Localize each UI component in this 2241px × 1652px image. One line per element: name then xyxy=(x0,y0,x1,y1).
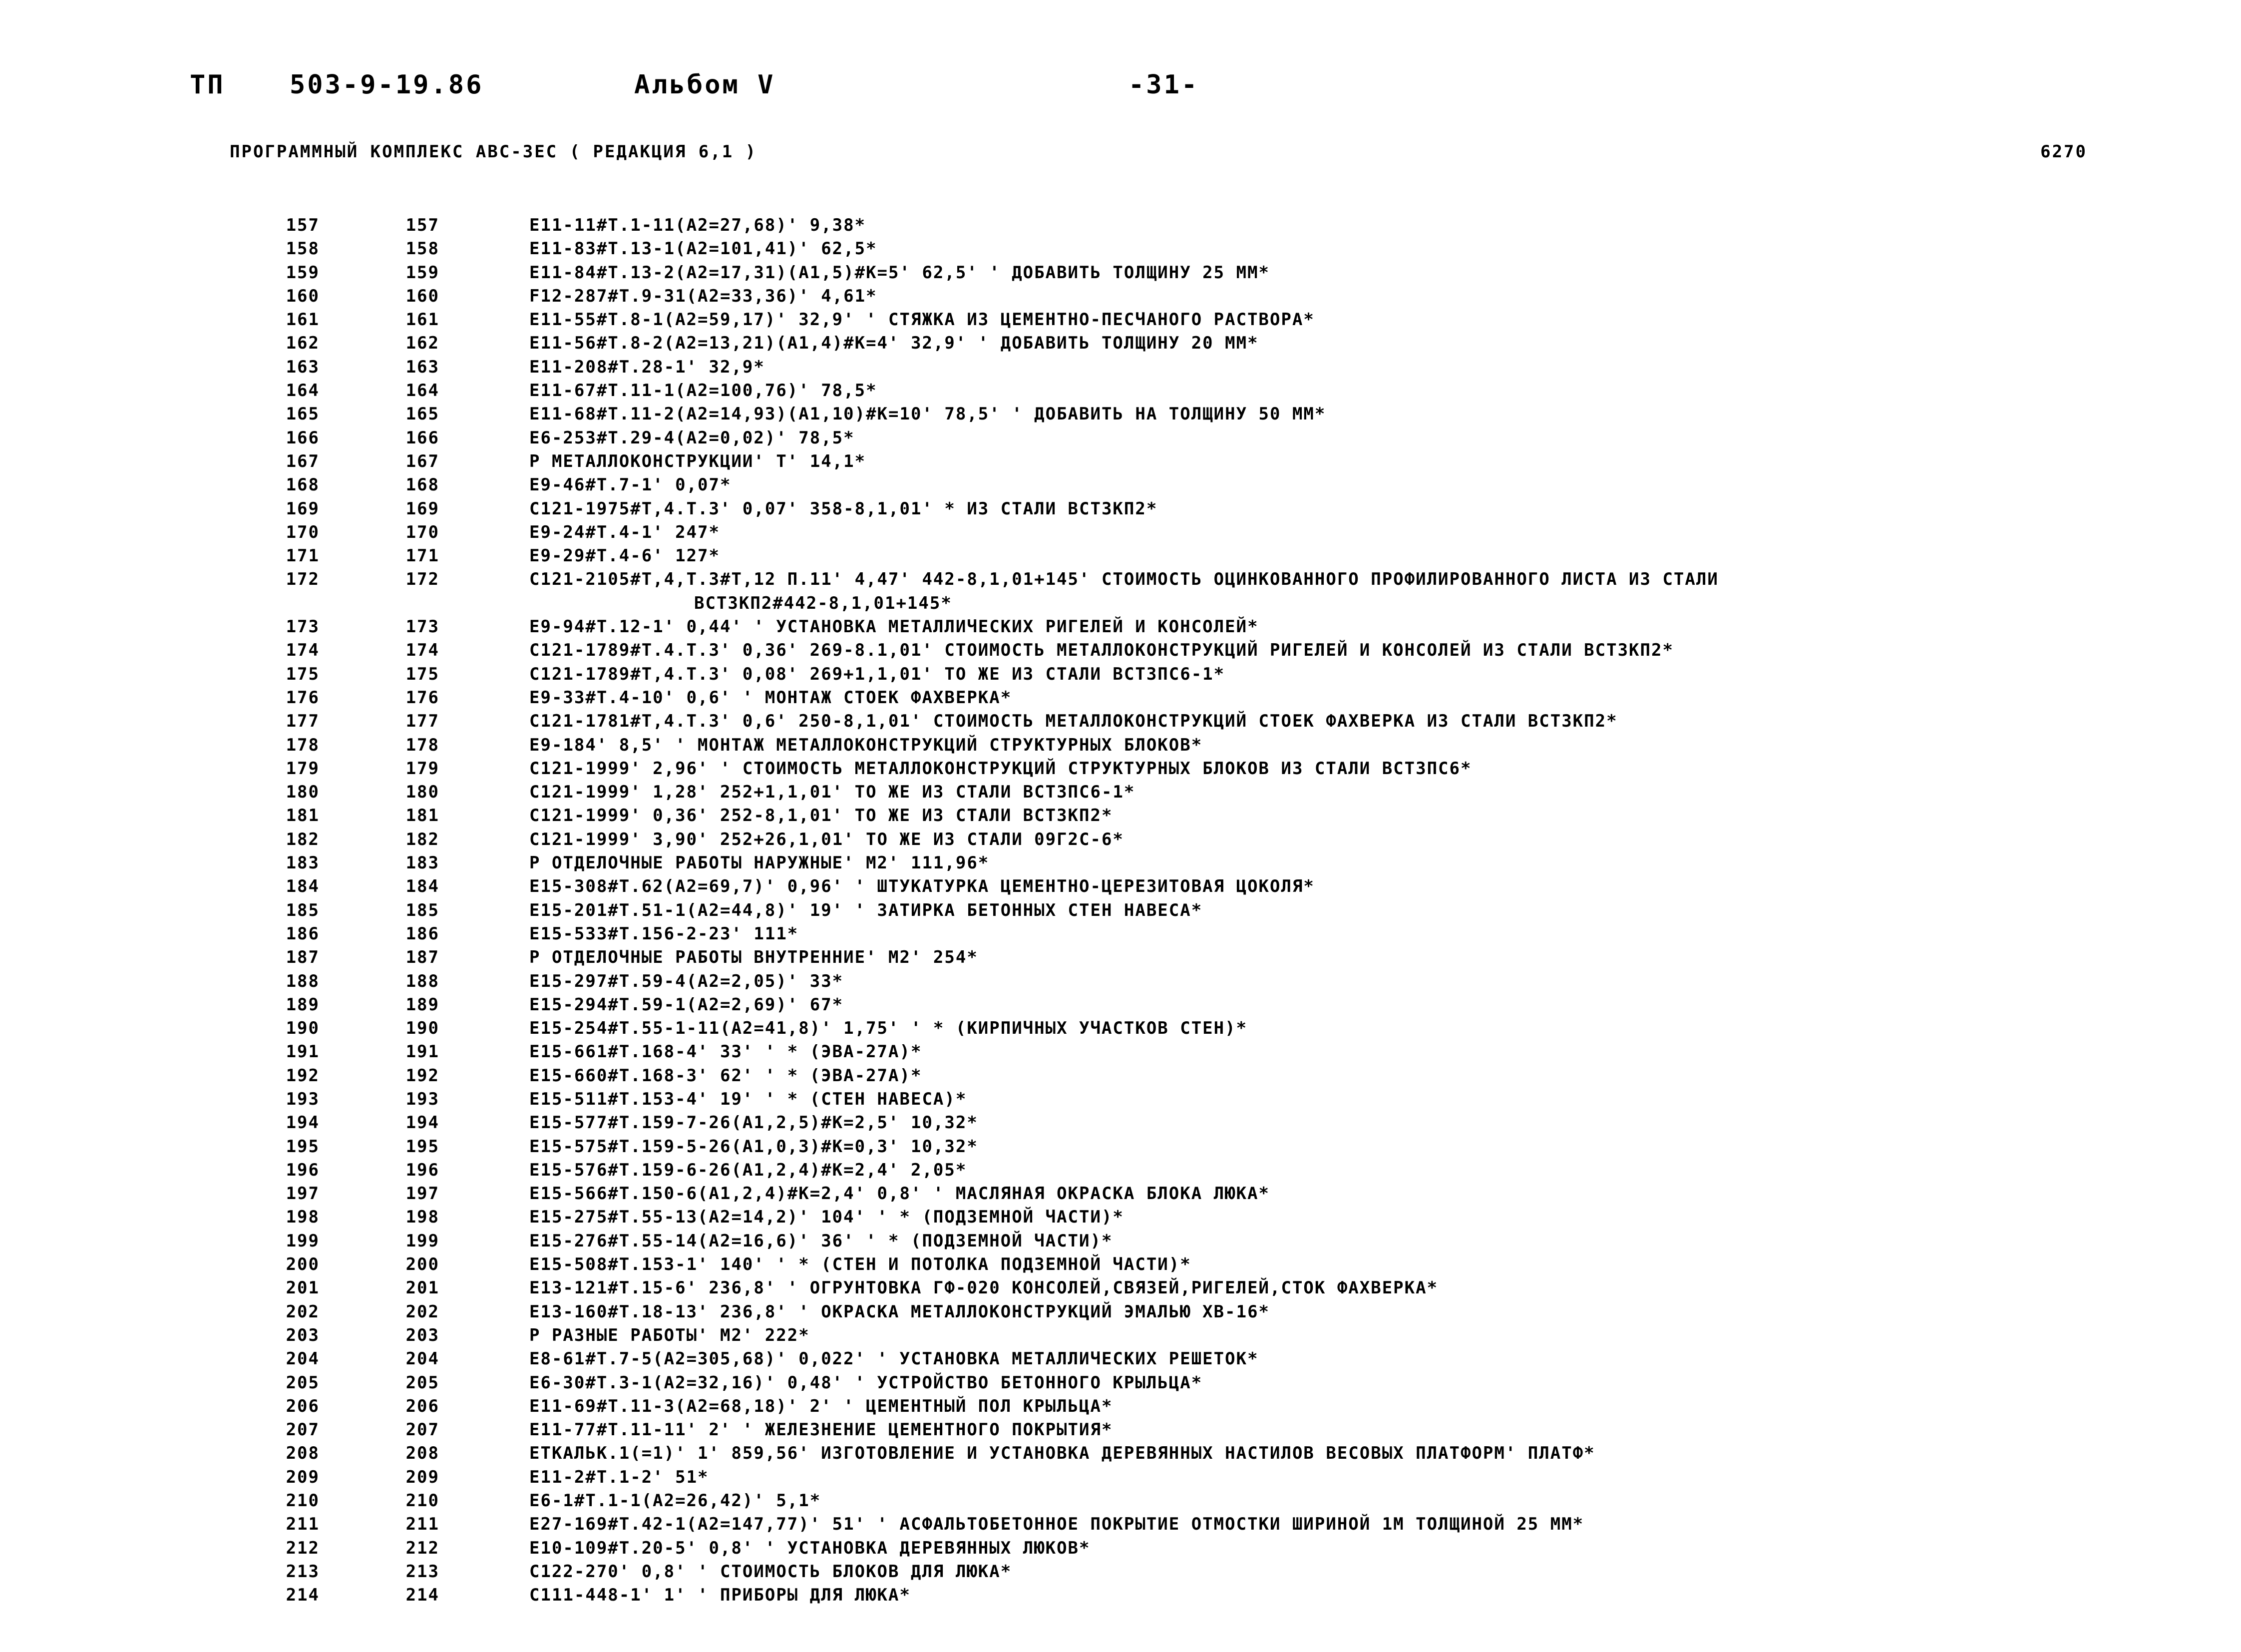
statement-number: 197 xyxy=(405,1184,439,1204)
listing-row xyxy=(260,875,2117,898)
listing-row xyxy=(260,379,2117,403)
listing-row xyxy=(260,639,2117,662)
statement-text: Е11-69#Т.11-3(А2=68,18)' 2' ' ЦЕМЕНТНЫЙ ПОЛ КРЫЛЬЦА* xyxy=(529,1396,1113,1416)
line-number: 194 xyxy=(286,1113,320,1133)
listing-row xyxy=(260,214,2117,237)
line-number: 169 xyxy=(286,498,320,519)
statement-number: 206 xyxy=(405,1396,439,1416)
listing-row xyxy=(260,781,2117,804)
statement-text: Е8-61#Т.7-5(А2=305,68)' 0,022' ' УСТАНОВКА МЕТАЛЛИЧЕСКИХ РЕШЕТОК* xyxy=(529,1349,1259,1369)
listing-row xyxy=(260,1111,2117,1135)
statement-number: 188 xyxy=(405,971,439,991)
statement-number: 160 xyxy=(405,286,439,306)
statement-text: Е11-56#Т.8-2(А2=13,21)(А1,4)#К=4' 32,9' ' ДОБАВИТЬ ТОЛЩИНУ 20 ММ* xyxy=(529,333,1259,354)
listing-row xyxy=(260,285,2117,308)
line-number: 201 xyxy=(286,1278,320,1298)
line-number: 189 xyxy=(286,994,320,1015)
statement-text: С121-2105#Т,4,Т.3#Т,12 П.11' 4,47' 442-8,1,01+145' СТОИМОСТЬ ОЦИНКОВАННОГО ПРОФИЛИРОВАННОГО ЛИСТА ИЗ СТАЛИ xyxy=(529,569,1719,590)
statement-text: С111-448-1' 1' ' ПРИБОРЫ ДЛЯ ЛЮКА* xyxy=(529,1585,911,1606)
listing-row xyxy=(260,993,2117,1017)
line-number: 185 xyxy=(286,900,320,920)
statement-text: Е10-109#Т.20-5' 0,8' ' УСТАНОВКА ДЕРЕВЯННЫХ ЛЮКОВ* xyxy=(529,1538,1091,1558)
statement-text: F12-287#Т.9-31(А2=33,36)' 4,61* xyxy=(529,286,877,306)
statement-text: Е6-253#Т.29-4(А2=0,02)' 78,5* xyxy=(529,427,855,448)
line-number: 212 xyxy=(286,1538,320,1558)
listing-row xyxy=(260,237,2117,261)
statement-number: 172 xyxy=(405,569,439,590)
line-number: 186 xyxy=(286,923,320,944)
statement-number: 166 xyxy=(405,427,439,448)
statement-text: Е15-294#Т.59-1(А2=2,69)' 67* xyxy=(529,994,844,1015)
listing-row xyxy=(260,1371,2117,1395)
statement-number: 164 xyxy=(405,381,439,401)
line-number: 164 xyxy=(286,381,320,401)
statement-number: 170 xyxy=(405,522,439,542)
statement-text: С121-1975#Т,4.Т.3' 0,07' 358-8,1,01' * ИЗ СТАЛИ ВСТ3КП2* xyxy=(529,498,1158,519)
statement-number: 187 xyxy=(405,947,439,968)
statement-number: 198 xyxy=(405,1207,439,1228)
program-code: 6270 xyxy=(2040,142,2087,162)
line-number: 202 xyxy=(286,1301,320,1322)
line-number: 208 xyxy=(286,1443,320,1464)
listing-row xyxy=(260,261,2117,285)
listing-row xyxy=(260,1182,2117,1206)
listing-row xyxy=(260,521,2117,544)
line-number: 196 xyxy=(286,1160,320,1180)
statement-text: Е11-83#Т.13-1(А2=101,41)' 62,5* xyxy=(529,239,877,259)
statement-text: Е9-29#Т.4-6' 127* xyxy=(529,546,720,566)
statement-text: С121-1999' 3,90' 252+26,1,01' ТО ЖЕ ИЗ СТАЛИ 09Г2С-6* xyxy=(529,829,1124,849)
line-number: 168 xyxy=(286,475,320,495)
listing-row xyxy=(260,1159,2117,1182)
listing-row xyxy=(260,1513,2117,1536)
line-number: 182 xyxy=(286,829,320,849)
statement-number: 202 xyxy=(405,1301,439,1322)
statement-number: 169 xyxy=(405,498,439,519)
statement-text: Е15-297#Т.59-4(А2=2,05)' 33* xyxy=(529,971,844,991)
statement-number: 180 xyxy=(405,782,439,803)
statement-number: 203 xyxy=(405,1325,439,1345)
line-number: 191 xyxy=(286,1042,320,1062)
listing-row xyxy=(260,1418,2117,1442)
line-number: 209 xyxy=(286,1467,320,1487)
statement-text: С121-1789#Т,4.Т.3' 0,08' 269+1,1,01' ТО ЖЕ ИЗ СТАЛИ ВСТ3ПС6-1* xyxy=(529,664,1225,684)
listing-row xyxy=(260,403,2117,426)
listing-row xyxy=(260,1395,2117,1418)
statement-number: 176 xyxy=(405,687,439,708)
listing-row xyxy=(260,308,2117,332)
line-number: 211 xyxy=(286,1514,320,1535)
statement-text: Е6-30#Т.3-1(А2=32,16)' 0,48' ' УСТРОЙСТВО БЕТОННОГО КРЫЛЬЦА* xyxy=(529,1372,1203,1393)
statement-number: 167 xyxy=(405,451,439,471)
line-number: 174 xyxy=(286,640,320,661)
statement-number: 189 xyxy=(405,994,439,1015)
statement-text: ЕТКАЛЬК.1(=1)' 1' 859,56' ИЗГОТОВЛЕНИЕ И УСТАНОВКА ДЕРЕВЯННЫХ НАСТИЛОВ ВЕСОВЫХ ПЛАТФОРМ' ПЛАТФ* xyxy=(529,1443,1595,1464)
statement-text: Е15-276#Т.55-14(А2=16,6)' 36' ' * (ПОДЗЕМНОЙ ЧАСТИ)* xyxy=(529,1231,1113,1251)
statement-number: 192 xyxy=(405,1065,439,1086)
listing-row-continuation xyxy=(260,592,2117,615)
line-number: 205 xyxy=(286,1372,320,1393)
statement-number: 177 xyxy=(405,711,439,732)
statement-text: Е11-11#Т.1-11(А2=27,68)' 9,38* xyxy=(529,215,866,235)
statement-number: 213 xyxy=(405,1561,439,1582)
statement-number: 204 xyxy=(405,1349,439,1369)
statement-text: Р МЕТАЛЛОКОНСТРУКЦИИ' Т' 14,1* xyxy=(529,451,866,471)
listing-row xyxy=(260,1088,2117,1111)
statement-text: Е15-508#Т.153-1' 140' ' * (СТЕН И ПОТОЛКА ПОДЗЕМНОЙ ЧАСТИ)* xyxy=(529,1254,1191,1275)
listing-row xyxy=(260,828,2117,851)
listing-row xyxy=(260,899,2117,922)
line-number: 183 xyxy=(286,853,320,873)
header-album: Альбом V xyxy=(634,70,775,100)
listing-row xyxy=(260,568,2117,591)
statement-number: 201 xyxy=(405,1278,439,1298)
line-number: 204 xyxy=(286,1349,320,1369)
line-number: 160 xyxy=(286,286,320,306)
statement-text: С122-270' 0,8' ' СТОИМОСТЬ БЛОКОВ ДЛЯ ЛЮКА* xyxy=(529,1561,1012,1582)
line-number: 184 xyxy=(286,876,320,897)
header-tp: ТП xyxy=(190,70,225,100)
listing-row xyxy=(260,1276,2117,1300)
statement-text: Е11-2#Т.1-2' 51* xyxy=(529,1467,709,1487)
listing-row xyxy=(260,804,2117,827)
line-number: 210 xyxy=(286,1491,320,1511)
statement-text: Р РАЗНЫЕ РАБОТЫ' М2' 222* xyxy=(529,1325,810,1345)
statement-text: Е15-533#Т.156-2-23' 111* xyxy=(529,923,799,944)
line-number: 195 xyxy=(286,1136,320,1157)
statement-number: 183 xyxy=(405,853,439,873)
statement-number: 179 xyxy=(405,758,439,779)
statement-text: С121-1781#Т,4.Т.3' 0,6' 250-8,1,01' СТОИМОСТЬ МЕТАЛЛОКОНСТРУКЦИЙ СТОЕК ФАХВЕРКА ИЗ СТАЛИ ВСТ3КП2* xyxy=(529,711,1618,732)
statement-number: 200 xyxy=(405,1254,439,1275)
program-listing xyxy=(260,214,2117,1608)
statement-text: Е11-67#Т.11-1(А2=100,76)' 78,5* xyxy=(529,381,877,401)
statement-text: Е15-577#Т.159-7-26(А1,2,5)#К=2,5' 10,32* xyxy=(529,1113,978,1133)
statement-text: Е15-566#Т.150-6(А1,2,4)#К=2,4' 0,8' ' МАСЛЯНАЯ ОКРАСКА БЛОКА ЛЮКА* xyxy=(529,1184,1270,1204)
statement-number: 208 xyxy=(405,1443,439,1464)
statement-text: Е15-660#Т.168-3' 62' ' * (ЭВА-27А)* xyxy=(529,1065,922,1086)
listing-row xyxy=(260,450,2117,473)
listing-row xyxy=(260,1300,2117,1324)
statement-number: 159 xyxy=(405,262,439,283)
listing-row xyxy=(260,663,2117,686)
listing-row xyxy=(260,1324,2117,1347)
statement-text: С121-1789#Т.4.Т.3' 0,36' 269-8.1,01' СТОИМОСТЬ МЕТАЛЛОКОНСТРУКЦИЙ РИГЕЛЕЙ И КОНСОЛЕЙ ИЗ СТАЛИ ВСТ3КП2* xyxy=(529,640,1674,661)
statement-text: Е15-308#Т.62(А2=69,7)' 0,96' ' ШТУКАТУРКА ЦЕМЕНТНО-ЦЕРЕЗИТОВАЯ ЦОКОЛЯ* xyxy=(529,876,1315,897)
statement-text: Е11-208#Т.28-1' 32,9* xyxy=(529,357,765,377)
line-number: 163 xyxy=(286,357,320,377)
statement-number: 211 xyxy=(405,1514,439,1535)
listing-row xyxy=(260,1230,2117,1253)
listing-row xyxy=(260,615,2117,639)
statement-number: 214 xyxy=(405,1585,439,1606)
statement-number: 168 xyxy=(405,475,439,495)
statement-number: 175 xyxy=(405,664,439,684)
line-number: 214 xyxy=(286,1585,320,1606)
line-number: 193 xyxy=(286,1089,320,1109)
listing-row xyxy=(260,1253,2117,1276)
line-number: 176 xyxy=(286,687,320,708)
line-number: 198 xyxy=(286,1207,320,1228)
statement-text: Е15-511#Т.153-4' 19' ' * (СТЕН НАВЕСА)* xyxy=(529,1089,967,1109)
listing-row xyxy=(260,497,2117,521)
statement-number: 210 xyxy=(405,1491,439,1511)
line-number: 165 xyxy=(286,404,320,424)
statement-text: Е11-68#Т.11-2(А2=14,93)(А1,10)#К=10' 78,5' ' ДОБАВИТЬ НА ТОЛЩИНУ 50 ММ* xyxy=(529,404,1326,424)
statement-text: Е13-121#Т.15-6' 236,8' ' ОГРУНТОВКА ГФ-020 КОНСОЛЕЙ,СВЯЗЕЙ,РИГЕЛЕЙ,СТОК ФАХВЕРКА* xyxy=(529,1278,1439,1298)
line-number: 161 xyxy=(286,310,320,330)
line-number: 199 xyxy=(286,1231,320,1251)
statement-number: 173 xyxy=(405,617,439,637)
statement-text: Е15-201#Т.51-1(А2=44,8)' 19' ' ЗАТИРКА БЕТОННЫХ СТЕН НАВЕСА* xyxy=(529,900,1203,920)
statement-number: 195 xyxy=(405,1136,439,1157)
line-number: 188 xyxy=(286,971,320,991)
program-name: ПРОГРАММНЫЙ КОМПЛЕКС АВС-3ЕС ( РЕДАКЦИЯ 6,1 ) xyxy=(230,142,757,162)
statement-number: 205 xyxy=(405,1372,439,1393)
line-number: 206 xyxy=(286,1396,320,1416)
line-number: 207 xyxy=(286,1420,320,1440)
line-number: 170 xyxy=(286,522,320,542)
listing-row xyxy=(260,1206,2117,1229)
line-number: 173 xyxy=(286,617,320,637)
listing-row xyxy=(260,1017,2117,1040)
line-number: 178 xyxy=(286,735,320,755)
statement-number: 171 xyxy=(405,546,439,566)
statement-number: 174 xyxy=(405,640,439,661)
listing-row xyxy=(260,1466,2117,1489)
statement-number: 163 xyxy=(405,357,439,377)
listing-row xyxy=(260,686,2117,710)
statement-text: Е15-661#Т.168-4' 33' ' * (ЭВА-27А)* xyxy=(529,1042,922,1062)
listing-row xyxy=(260,851,2117,875)
statement-text: Е15-254#Т.55-1-11(А2=41,8)' 1,75' ' * (КИРПИЧНЫХ УЧАСТКОВ СТЕН)* xyxy=(529,1018,1248,1039)
listing-row xyxy=(260,1347,2117,1371)
listing-row xyxy=(260,1537,2117,1560)
header-page-number: -31- xyxy=(1128,70,1199,100)
line-number: 190 xyxy=(286,1018,320,1039)
statement-text: С121-1999' 2,96' ' СТОИМОСТЬ МЕТАЛЛОКОНСТРУКЦИЙ СТРУКТУРНЫХ БЛОКОВ ИЗ СТАЛИ ВСТ3ПС6* xyxy=(529,758,1472,779)
header-doc-number: 503-9-19.86 xyxy=(290,70,484,100)
listing-row xyxy=(260,1040,2117,1064)
statement-text: Е9-24#Т.4-1' 247* xyxy=(529,522,720,542)
statement-text: Е15-576#Т.159-6-26(А1,2,4)#К=2,4' 2,05* xyxy=(529,1160,967,1180)
statement-number: 181 xyxy=(405,806,439,826)
listing-row xyxy=(260,1489,2117,1513)
statement-text: Е11-77#Т.11-11' 2' ' ЖЕЛЕЗНЕНИЕ ЦЕМЕНТНОГО ПОКРЫТИЯ* xyxy=(529,1420,1113,1440)
statement-number: 190 xyxy=(405,1018,439,1039)
statement-number: 178 xyxy=(405,735,439,755)
statement-number: 182 xyxy=(405,829,439,849)
listing-row xyxy=(260,970,2117,993)
statement-text: Е9-46#Т.7-1' 0,07* xyxy=(529,475,732,495)
statement-number: 191 xyxy=(405,1042,439,1062)
statement-number: 199 xyxy=(405,1231,439,1251)
statement-text: Е11-55#Т.8-1(А2=59,17)' 32,9' ' СТЯЖКА ИЗ ЦЕМЕНТНО-ПЕСЧАНОГО РАСТВОРА* xyxy=(529,310,1315,330)
statement-number: 186 xyxy=(405,923,439,944)
listing-row xyxy=(260,426,2117,450)
statement-number: 162 xyxy=(405,333,439,354)
listing-row xyxy=(260,356,2117,379)
statement-number: 209 xyxy=(405,1467,439,1487)
statement-number: 157 xyxy=(405,215,439,235)
listing-row xyxy=(260,757,2117,781)
statement-number: 207 xyxy=(405,1420,439,1440)
line-number: 157 xyxy=(286,215,320,235)
statement-text: Е27-169#Т.42-1(А2=147,77)' 51' ' АСФАЛЬТОБЕТОННОЕ ПОКРЫТИЕ ОТМОСТКИ ШИРИНОЙ 1М ТОЛЩИНОЙ 25 ММ* xyxy=(529,1514,1584,1535)
line-number: 167 xyxy=(286,451,320,471)
line-number: 175 xyxy=(286,664,320,684)
line-number: 187 xyxy=(286,947,320,968)
statement-number: 185 xyxy=(405,900,439,920)
statement-number: 161 xyxy=(405,310,439,330)
listing-row xyxy=(260,473,2117,497)
statement-text: Е6-1#Т.1-1(А2=26,42)' 5,1* xyxy=(529,1491,821,1511)
statement-text: Е9-33#Т.4-10' 0,6' ' МОНТАЖ СТОЕК ФАХВЕРКА* xyxy=(529,687,1012,708)
line-number: 171 xyxy=(286,546,320,566)
listing-row xyxy=(260,734,2117,757)
line-number: 179 xyxy=(286,758,320,779)
statement-text: С121-1999' 1,28' 252+1,1,01' ТО ЖЕ ИЗ СТАЛИ ВСТ3ПС6-1* xyxy=(529,782,1135,803)
line-number: 197 xyxy=(286,1184,320,1204)
statement-number: 194 xyxy=(405,1113,439,1133)
line-number: 177 xyxy=(286,711,320,732)
line-number: 159 xyxy=(286,262,320,283)
listing-row xyxy=(260,1442,2117,1465)
statement-text: Р ОТДЕЛОЧНЫЕ РАБОТЫ ВНУТРЕННИЕ' М2' 254* xyxy=(529,947,978,968)
statement-number: 193 xyxy=(405,1089,439,1109)
statement-number: 158 xyxy=(405,239,439,259)
listing-row xyxy=(260,710,2117,733)
listing-row xyxy=(260,1064,2117,1088)
listing-row xyxy=(260,544,2117,568)
line-number: 200 xyxy=(286,1254,320,1275)
line-number: 203 xyxy=(286,1325,320,1345)
statement-text: Е15-575#Т.159-5-26(А1,0,3)#К=0,3' 10,32* xyxy=(529,1136,978,1157)
statement-number: 165 xyxy=(405,404,439,424)
statement-text: Е9-184' 8,5' ' МОНТАЖ МЕТАЛЛОКОНСТРУКЦИЙ СТРУКТУРНЫХ БЛОКОВ* xyxy=(529,735,1203,755)
line-number: 192 xyxy=(286,1065,320,1086)
statement-text: Р ОТДЕЛОЧНЫЕ РАБОТЫ НАРУЖНЫЕ' М2' 111,96* xyxy=(529,853,990,873)
statement-number: 212 xyxy=(405,1538,439,1558)
statement-text-continuation: ВСТ3КП2#442-8,1,01+145* xyxy=(694,593,952,613)
statement-number: 196 xyxy=(405,1160,439,1180)
listing-row xyxy=(260,946,2117,969)
listing-row xyxy=(260,332,2117,355)
listing-row xyxy=(260,1560,2117,1584)
statement-text: Е13-160#Т.18-13' 236,8' ' ОКРАСКА МЕТАЛЛОКОНСТРУКЦИЙ ЭМАЛЬЮ ХВ-16* xyxy=(529,1301,1270,1322)
line-number: 172 xyxy=(286,569,320,590)
line-number: 181 xyxy=(286,806,320,826)
listing-row xyxy=(260,922,2117,946)
line-number: 158 xyxy=(286,239,320,259)
statement-text: С121-1999' 0,36' 252-8,1,01' ТО ЖЕ ИЗ СТАЛИ ВСТ3КП2* xyxy=(529,806,1113,826)
statement-text: Е9-94#Т.12-1' 0,44' ' УСТАНОВКА МЕТАЛЛИЧЕСКИХ РИГЕЛЕЙ И КОНСОЛЕЙ* xyxy=(529,617,1259,637)
line-number: 213 xyxy=(286,1561,320,1582)
statement-number: 184 xyxy=(405,876,439,897)
line-number: 166 xyxy=(286,427,320,448)
line-number: 162 xyxy=(286,333,320,354)
listing-row xyxy=(260,1135,2117,1159)
statement-text: Е11-84#Т.13-2(А2=17,31)(А1,5)#К=5' 62,5' ' ДОБАВИТЬ ТОЛЩИНУ 25 ММ* xyxy=(529,262,1270,283)
line-number: 180 xyxy=(286,782,320,803)
listing-row xyxy=(260,1584,2117,1607)
statement-text: Е15-275#Т.55-13(А2=14,2)' 104' ' * (ПОДЗЕМНОЙ ЧАСТИ)* xyxy=(529,1207,1124,1228)
